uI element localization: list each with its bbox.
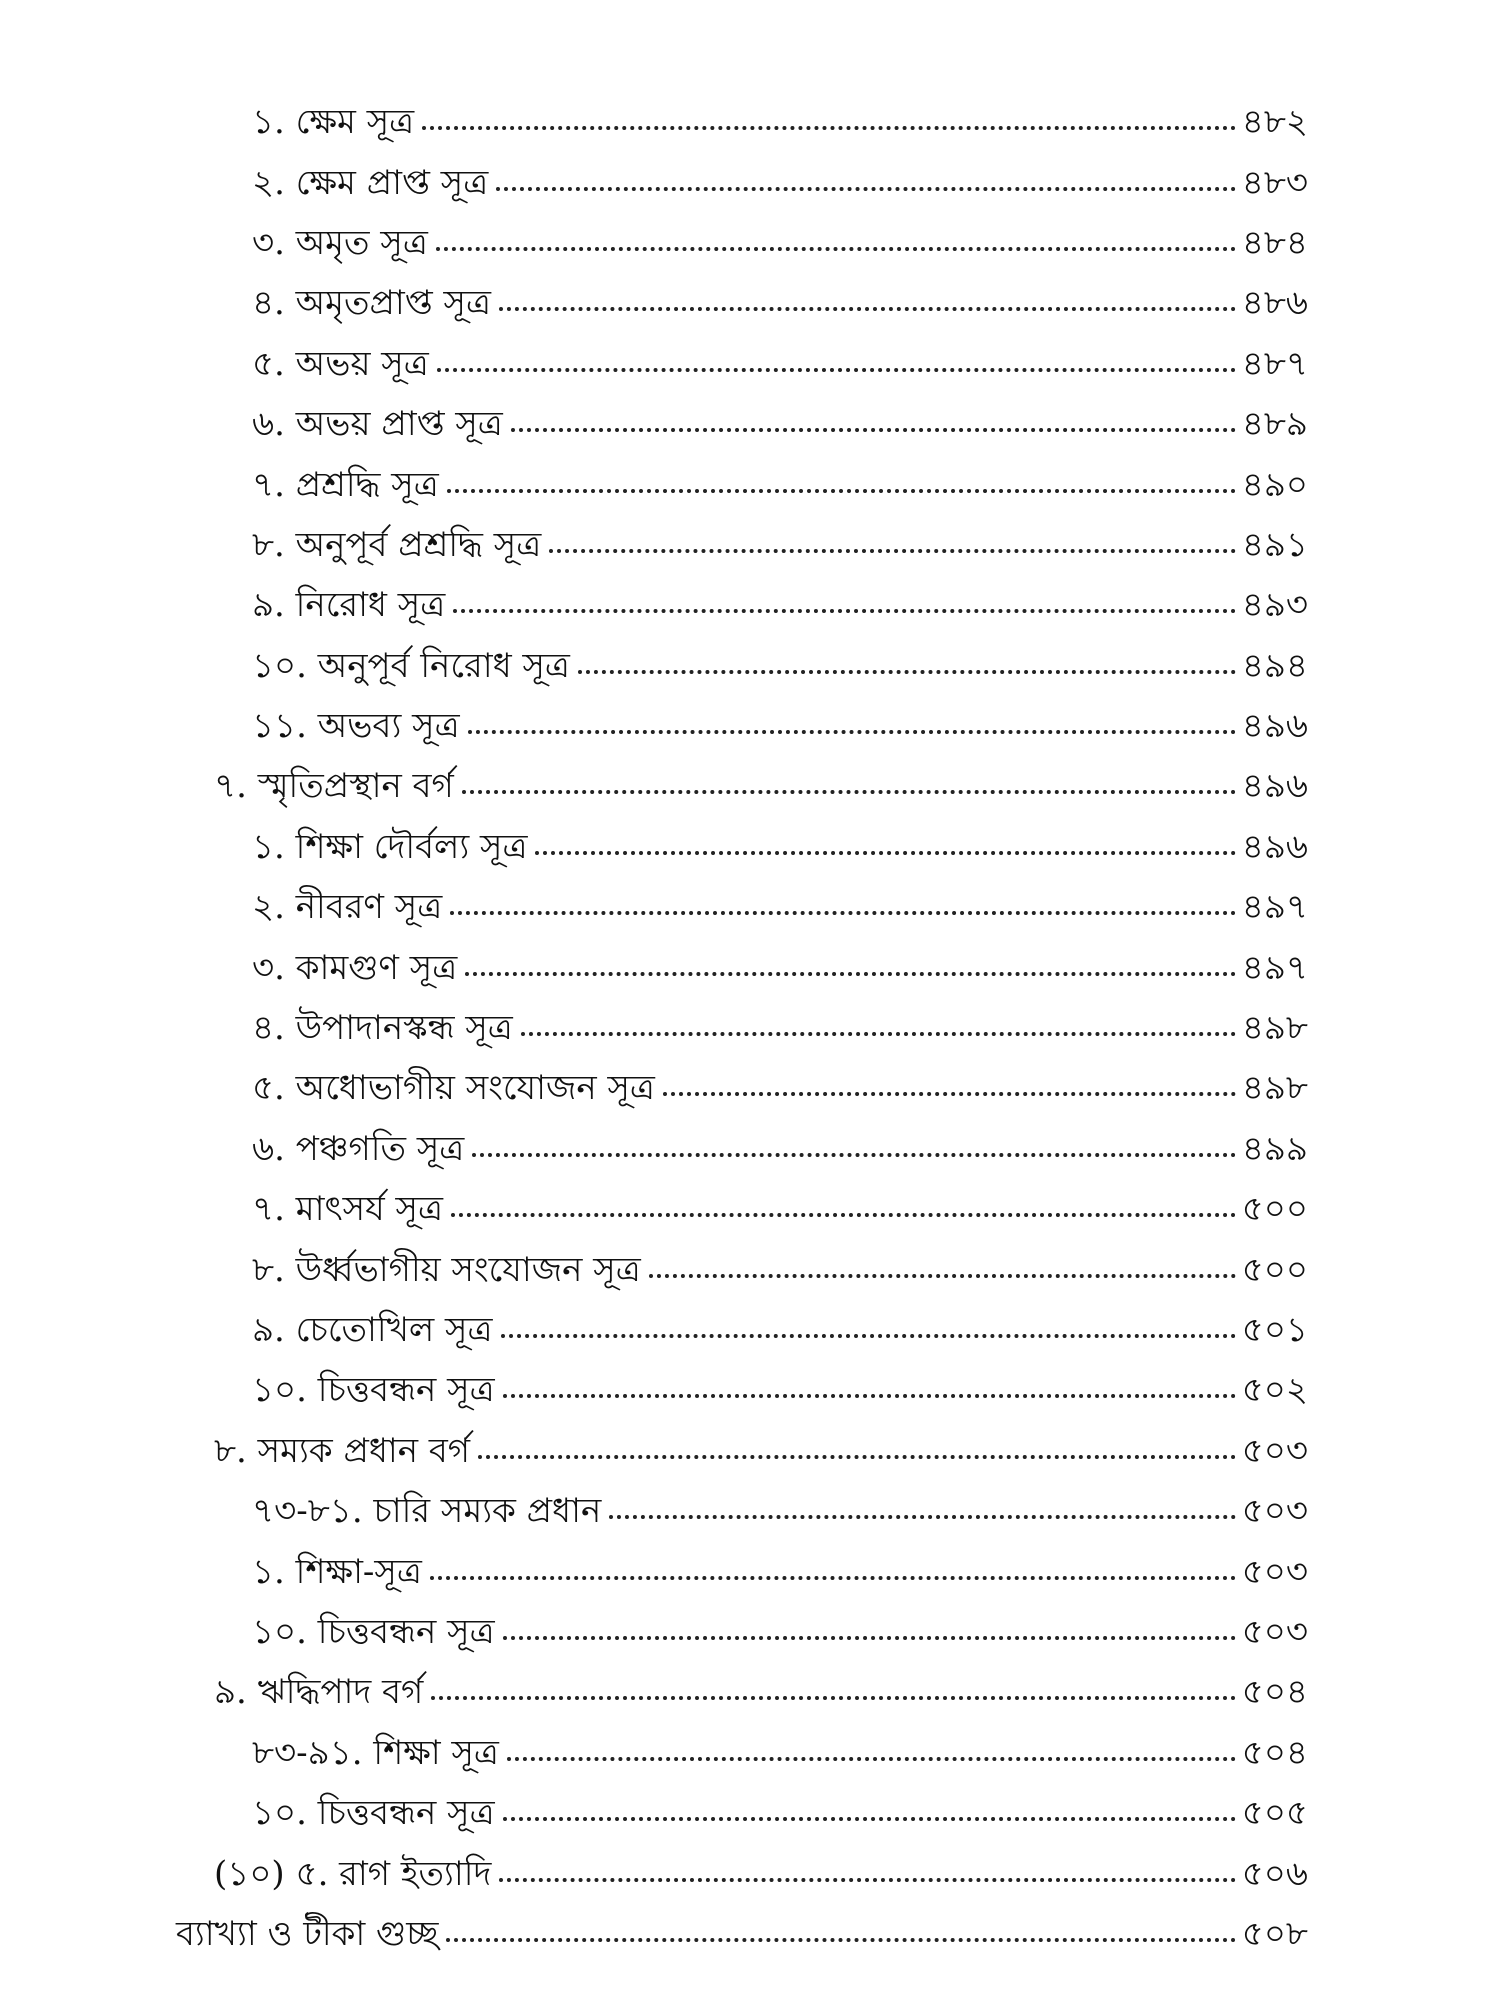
toc-part-heading xyxy=(0,1904,1500,1964)
toc-section-heading xyxy=(0,756,1500,816)
toc-entry xyxy=(0,937,1500,997)
dot-leader xyxy=(503,1636,1236,1640)
toc-entry-label: ৮. অনুপূর্ব প্রশ্রদ্ধি সূত্র xyxy=(252,524,542,565)
toc-entry-label: ২. নীবরণ সূত্র xyxy=(252,887,443,928)
dot-leader xyxy=(447,489,1236,493)
toc-entry-page: ৫০৪ xyxy=(1241,1732,1308,1773)
toc-entry-page: ৫০৬ xyxy=(1241,1853,1308,1894)
toc-entry-label: ৭৩-৮১. চারি সম্যক প্রধান xyxy=(252,1491,602,1532)
toc-entry-label: ৪. উপাদানস্কন্ধ সূত্র xyxy=(252,1008,513,1049)
toc-entry-label: ৭. স্মৃতিপ্রস্থান বর্গ xyxy=(214,766,454,807)
toc-entry-label: ব্যাখ্যা ও টীকা গুচ্ছ xyxy=(176,1913,439,1954)
toc-entry-label: ৮. সম্যক প্রধান বর্গ xyxy=(214,1430,471,1471)
dot-leader xyxy=(462,790,1236,794)
dot-leader xyxy=(663,1092,1236,1096)
toc-entry-page: ৪৯৪ xyxy=(1241,645,1308,686)
dot-leader xyxy=(549,549,1236,553)
dot-leader xyxy=(521,1032,1236,1036)
toc-entry-label: ৮৩-৯১. শিক্ষা সূত্র xyxy=(252,1732,499,1773)
table-of-contents xyxy=(0,92,1500,1964)
toc-entry-page: ৫০১ xyxy=(1241,1310,1308,1350)
dot-leader xyxy=(478,1455,1236,1459)
dot-leader xyxy=(649,1274,1236,1278)
toc-entry xyxy=(0,515,1500,575)
dot-leader xyxy=(437,368,1236,372)
toc-entry-page: ৫০২ xyxy=(1241,1370,1308,1411)
toc-entry-label: ৯. চেতোখিল সূত্র xyxy=(252,1310,493,1350)
toc-entry-page: ৫০৪ xyxy=(1241,1672,1308,1713)
toc-entry-page: ৫০৩ xyxy=(1241,1430,1308,1471)
toc-entry-page: ৪৮৩ xyxy=(1241,162,1308,203)
toc-entry-label: ৬. পঞ্চগতি সূত্র xyxy=(252,1128,465,1169)
toc-entry-label: ১০. অনুপূর্ব নিরোধ সূত্র xyxy=(252,645,570,686)
toc-entry-label: ৪. অমৃতপ্রাপ্ত সূত্র xyxy=(252,283,491,324)
dot-leader xyxy=(451,1213,1236,1217)
toc-entry-page: ৪৯৭ xyxy=(1241,947,1308,988)
dot-leader xyxy=(503,1817,1236,1821)
toc-entry xyxy=(0,454,1500,514)
toc-entry-page: ৪৯৬ xyxy=(1241,706,1308,747)
toc-entry-page: ৪৯৯ xyxy=(1241,1128,1308,1169)
toc-entry xyxy=(0,1179,1500,1239)
toc-entry-label: ১০. চিত্তবন্ধন সূত্র xyxy=(252,1370,495,1411)
dot-leader xyxy=(422,126,1236,130)
toc-entry xyxy=(0,817,1500,877)
toc-entry-label: (১০) ৫. রাগ ইত্যাদি xyxy=(214,1853,492,1894)
toc-entry-label: ৫. অধোভাগীয় সংযোজন সূত্র xyxy=(252,1068,655,1109)
toc-entry xyxy=(0,877,1500,937)
toc-entry-label: ৩. অমৃত সূত্র xyxy=(252,222,428,263)
toc-entry-label: ৯. ঋদ্ধিপাদ বর্গ xyxy=(214,1672,424,1713)
dot-leader xyxy=(507,1757,1236,1761)
toc-entry-label: ৭. মাৎসর্য সূত্র xyxy=(252,1189,443,1230)
dot-leader xyxy=(496,187,1236,191)
toc-entry xyxy=(0,92,1500,152)
dot-leader xyxy=(499,1878,1235,1882)
toc-section-heading xyxy=(0,1843,1500,1903)
dot-leader xyxy=(468,730,1236,734)
toc-entry-page: ৫০০ xyxy=(1241,1189,1308,1230)
dot-leader xyxy=(450,911,1236,915)
toc-entry-label: ১. ক্ষেম সূত্র xyxy=(252,102,415,143)
dot-leader xyxy=(431,1696,1235,1700)
dot-leader xyxy=(453,609,1236,613)
toc-entry xyxy=(0,1300,1500,1360)
toc-entry-page: ৫০৩ xyxy=(1241,1491,1308,1532)
toc-entry-page: ৪৮৬ xyxy=(1241,283,1308,324)
toc-entry xyxy=(0,394,1500,454)
toc-entry-label: ৩. কামগুণ সূত্র xyxy=(252,947,458,988)
toc-entry xyxy=(0,696,1500,756)
toc-entry-page: ৫০৩ xyxy=(1241,1611,1308,1652)
dot-leader xyxy=(535,851,1235,855)
toc-entry-label: ১. শিক্ষা-সূত্র xyxy=(252,1551,422,1592)
toc-entry-label: ৫. অভয় সূত্র xyxy=(252,343,429,384)
toc-entry-page: ৪৯৬ xyxy=(1241,826,1308,867)
toc-entry-page: ৪৯৮ xyxy=(1241,1068,1308,1109)
dot-leader xyxy=(472,1153,1236,1157)
dot-leader xyxy=(503,1394,1236,1398)
toc-entry-label: ৬. অভয় প্রাপ্ত সূত্র xyxy=(252,404,503,445)
dot-leader xyxy=(499,307,1236,311)
toc-entry xyxy=(0,1360,1500,1420)
toc-entry-page: ৫০৩ xyxy=(1241,1551,1308,1592)
dot-leader xyxy=(446,1938,1235,1942)
toc-entry-page: ৪৯০ xyxy=(1241,464,1308,505)
dot-leader xyxy=(436,247,1236,251)
toc-entry-page: ৫০০ xyxy=(1241,1249,1308,1290)
toc-entry xyxy=(0,1481,1500,1541)
dot-leader xyxy=(578,670,1236,674)
toc-entry xyxy=(0,1602,1500,1662)
toc-entry-label: ৯. নিরোধ সূত্র xyxy=(252,585,446,626)
toc-entry-label: ১১. অভব্য সূত্র xyxy=(252,706,460,747)
toc-entry-page: ৪৯৩ xyxy=(1241,585,1308,626)
toc-entry xyxy=(0,1541,1500,1601)
toc-entry xyxy=(0,1058,1500,1118)
toc-entry-page: ৪৮৪ xyxy=(1241,222,1308,263)
dot-leader xyxy=(511,428,1236,432)
toc-entry-label: ৮. উর্ধ্বভাগীয় সংযোজন সূত্র xyxy=(252,1249,641,1290)
toc-section-heading xyxy=(0,1662,1500,1722)
toc-entry xyxy=(0,1783,1500,1843)
toc-entry xyxy=(0,213,1500,273)
toc-entry-page: ৫০৫ xyxy=(1241,1793,1308,1834)
toc-entry-page: ৪৮২ xyxy=(1241,102,1308,143)
toc-entry xyxy=(0,152,1500,212)
toc-entry xyxy=(0,273,1500,333)
toc-entry xyxy=(0,575,1500,635)
toc-entry xyxy=(0,636,1500,696)
toc-entry xyxy=(0,1723,1500,1783)
toc-entry-label: ১০. চিত্তবন্ধন সূত্র xyxy=(252,1611,495,1652)
toc-entry-page: ৪৮৭ xyxy=(1241,343,1308,384)
toc-entry-page: ৪৯৮ xyxy=(1241,1008,1308,1049)
dot-leader xyxy=(501,1334,1236,1338)
toc-entry-page: ৪৯৬ xyxy=(1241,766,1308,807)
toc-entry xyxy=(0,1119,1500,1179)
toc-entry-label: ৭. প্রশ্রদ্ধি সূত্র xyxy=(252,464,439,505)
dot-leader xyxy=(609,1515,1235,1519)
dot-leader xyxy=(465,972,1236,976)
toc-entry-label: ১০. চিত্তবন্ধন সূত্র xyxy=(252,1793,495,1834)
dot-leader xyxy=(430,1576,1236,1580)
toc-entry-page: ৫০৮ xyxy=(1241,1913,1308,1954)
toc-section-heading xyxy=(0,1421,1500,1481)
toc-entry-page: ৪৯৭ xyxy=(1241,887,1308,928)
toc-entry-page: ৪৮৯ xyxy=(1241,404,1308,445)
toc-entry xyxy=(0,998,1500,1058)
toc-entry-label: ২. ক্ষেম প্রাপ্ত সূত্র xyxy=(252,162,489,203)
toc-entry xyxy=(0,1239,1500,1299)
toc-entry xyxy=(0,334,1500,394)
toc-entry-label: ১. শিক্ষা দৌর্বল্য সূত্র xyxy=(252,826,528,867)
toc-entry-page: ৪৯১ xyxy=(1241,524,1308,565)
